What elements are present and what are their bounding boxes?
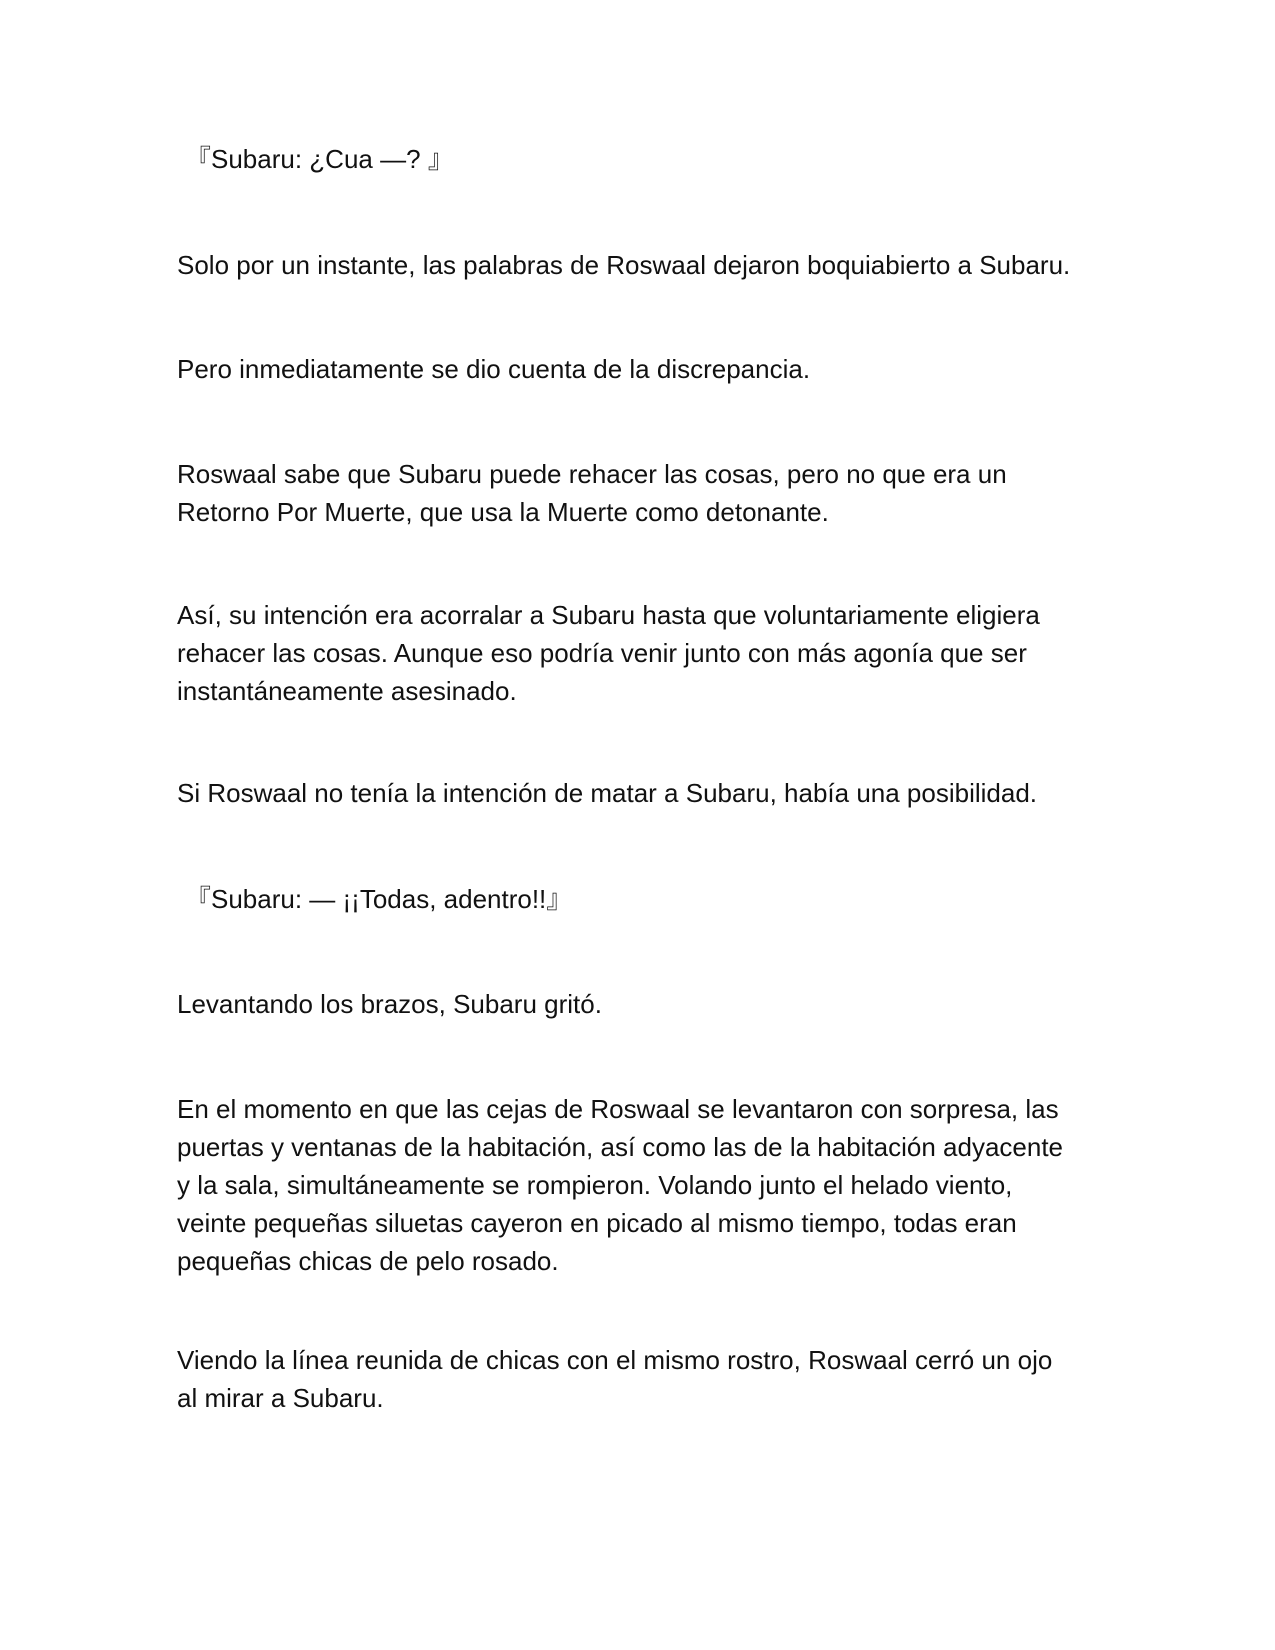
- text-line: y la sala, simultáneamente se rompieron. Volando junto el helado viento,: [177, 1170, 1013, 1200]
- paragraph: [177, 1341, 1107, 1417]
- text-line: Viendo la línea reunida de chicas con el mismo rostro, Roswaal cerró un ojo: [177, 1345, 1053, 1375]
- dialogue-line: [185, 880, 1115, 918]
- paragraph: [177, 774, 1107, 812]
- text-line: En el momento en que las cejas de Roswaal se levantaron con sorpresa, las: [177, 1094, 1059, 1124]
- text-line: Si Roswaal no tenía la intención de matar a Subaru, había una posibilidad.: [177, 778, 1038, 808]
- paragraph: [177, 246, 1107, 284]
- paragraph: [177, 985, 1107, 1023]
- paragraph: [177, 350, 1107, 388]
- paragraph: [177, 455, 1107, 531]
- text-line: Retorno Por Muerte, que usa la Muerte como detonante.: [177, 497, 829, 527]
- text-line: 『Subaru: ¿Cua —? 』: [185, 144, 454, 174]
- text-line: Levantando los brazos, Subaru gritó.: [177, 989, 602, 1019]
- text-line: pequeñas chicas de pelo rosado.: [177, 1246, 559, 1276]
- text-line: instantáneamente asesinado.: [177, 676, 517, 706]
- text-line: al mirar a Subaru.: [177, 1383, 384, 1413]
- text-line: Roswaal sabe que Subaru puede rehacer las cosas, pero no que era un: [177, 459, 1007, 489]
- text-line: Pero inmediatamente se dio cuenta de la discrepancia.: [177, 354, 811, 384]
- dialogue-line: [185, 140, 1115, 178]
- text-line: puertas y ventanas de la habitación, así como las de la habitación adyacente: [177, 1132, 1064, 1162]
- text-line: 『Subaru: — ¡¡Todas, adentro!!』: [185, 884, 573, 914]
- text-line: Solo por un instante, las palabras de Roswaal dejaron boquiabierto a Subaru.: [177, 250, 1071, 280]
- text-line: Así, su intención era acorralar a Subaru hasta que voluntariamente eligiera: [177, 600, 1040, 630]
- text-line: rehacer las cosas. Aunque eso podría venir junto con más agonía que ser: [177, 638, 1027, 668]
- text-line: veinte pequeñas siluetas cayeron en picado al mismo tiempo, todas eran: [177, 1208, 1017, 1238]
- paragraph: [177, 1090, 1107, 1280]
- paragraph: [177, 596, 1107, 710]
